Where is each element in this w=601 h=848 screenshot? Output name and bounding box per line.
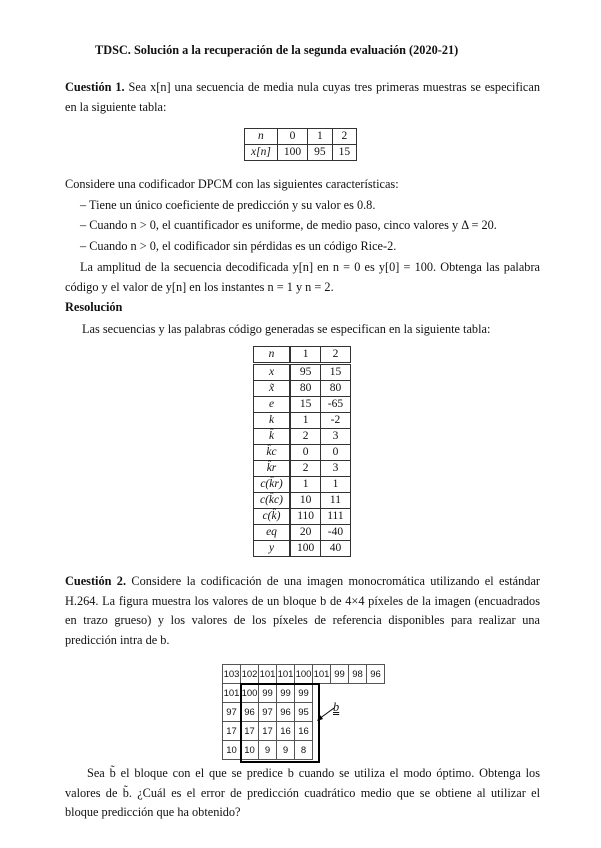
q2-label: Cuestión 2. bbox=[65, 574, 127, 588]
cell: eq bbox=[254, 525, 290, 541]
bullet: – Cuando n > 0, el cuantificador es uniforme, de medio paso, cinco valores y Δ = 20. bbox=[80, 218, 497, 232]
cell: 100 bbox=[277, 145, 307, 161]
x-table bbox=[244, 128, 357, 161]
cell: 0 bbox=[290, 445, 321, 461]
pixel-cell: 9 bbox=[259, 741, 277, 760]
pixel-cell: 103 bbox=[223, 665, 241, 684]
cell: 20 bbox=[290, 525, 321, 541]
cell: 80 bbox=[290, 381, 321, 397]
cell: k̂r bbox=[254, 461, 290, 477]
cell: 1 bbox=[321, 477, 350, 493]
cell: n bbox=[254, 347, 290, 364]
pixel-cell: 100 bbox=[295, 665, 313, 684]
table-row bbox=[254, 525, 351, 541]
pixel-cell: 101 bbox=[259, 665, 277, 684]
cell: k bbox=[254, 413, 290, 429]
cell: 15 bbox=[290, 397, 321, 413]
pixel-cell: 17 bbox=[259, 722, 277, 741]
cell: 11 bbox=[321, 493, 350, 509]
q1-intro: Considere una codificador DPCM con las siguientes características: bbox=[65, 177, 399, 191]
grid-row bbox=[223, 665, 385, 684]
cell: 1 bbox=[290, 413, 321, 429]
q1-text: Sea x[n] una secuencia de media nula cuyas tres primeras muestras se especifican en la siguiente tabla: bbox=[65, 80, 540, 114]
table-row bbox=[254, 541, 351, 557]
resolution-heading: Resolución bbox=[65, 300, 123, 314]
table-row bbox=[254, 347, 351, 364]
pixel-cell: 97 bbox=[259, 703, 277, 722]
table-row bbox=[254, 381, 351, 397]
cell: n bbox=[245, 129, 278, 145]
cell: 2 bbox=[290, 461, 321, 477]
cell: 2 bbox=[332, 129, 357, 145]
q1-label: Cuestión 1. bbox=[65, 80, 125, 94]
cell: c(k̂) bbox=[254, 509, 290, 525]
pixel-cell: 10 bbox=[223, 741, 241, 760]
cell: c(k̂r) bbox=[254, 477, 290, 493]
cell: 2 bbox=[321, 347, 350, 364]
cell: k̂ bbox=[254, 429, 290, 445]
cell: 95 bbox=[308, 145, 333, 161]
pixel-cell: 96 bbox=[277, 703, 295, 722]
q1-text2: La amplitud de la secuencia decodificada y[n] en n = 0 es y[0] = 100. Obtenga las palabra código y el valor de y[n] en los instantes n = 1 y n = 2. bbox=[65, 260, 540, 294]
bullet: – Tiene un único coeficiente de predicción y su valor es 0.8. bbox=[80, 198, 376, 212]
pixel-cell: 101 bbox=[277, 665, 295, 684]
table-row bbox=[254, 493, 351, 509]
pixel-cell: 98 bbox=[349, 665, 367, 684]
pixel-cell: 8 bbox=[295, 741, 313, 760]
cell: 3 bbox=[321, 429, 350, 445]
cell: 100 bbox=[290, 541, 321, 557]
cell: x bbox=[254, 364, 290, 381]
resolution-text: Las secuencias y las palabras código generadas se especifican en la siguiente tabla: bbox=[82, 322, 491, 336]
block-label: b bbox=[333, 700, 340, 714]
cell: 110 bbox=[290, 509, 321, 525]
table-row bbox=[254, 413, 351, 429]
question-2 bbox=[65, 572, 540, 650]
cell: 10 bbox=[290, 493, 321, 509]
pixel-cell: 96 bbox=[367, 665, 385, 684]
cell: 2 bbox=[290, 429, 321, 445]
cell: k̂c bbox=[254, 445, 290, 461]
table-row bbox=[254, 429, 351, 445]
q2-text2: Sea b̃ el bloque con el que se predice b cuando se utiliza el modo óptimo. Obtenga los valores de b̃. ¿Cuál es el error de predicción cuadrático medio que se obtiene al utilizar el bloque predicción que ha obtenido? bbox=[65, 766, 540, 819]
pixel-cell: 16 bbox=[295, 722, 313, 741]
pixel-cell: 99 bbox=[277, 684, 295, 703]
cell: 15 bbox=[332, 145, 357, 161]
pixel-cell: 100 bbox=[241, 684, 259, 703]
pixel-cell: 96 bbox=[241, 703, 259, 722]
cell: c(k̂c) bbox=[254, 493, 290, 509]
block-b-outline bbox=[240, 683, 320, 763]
pixel-cell: 95 bbox=[295, 703, 313, 722]
pixel-cell: 9 bbox=[277, 741, 295, 760]
cell: -40 bbox=[321, 525, 350, 541]
cell: 3 bbox=[321, 461, 350, 477]
pixel-cell: 101 bbox=[313, 665, 331, 684]
cell: 80 bbox=[321, 381, 350, 397]
cell: 0 bbox=[321, 445, 350, 461]
question-1 bbox=[65, 78, 540, 117]
pixel-cell: 16 bbox=[277, 722, 295, 741]
table-row bbox=[254, 509, 351, 525]
cell: 1 bbox=[290, 347, 321, 364]
pixel-cell: 17 bbox=[223, 722, 241, 741]
cell: 1 bbox=[290, 477, 321, 493]
pixel-cell: 17 bbox=[241, 722, 259, 741]
table-row bbox=[254, 397, 351, 413]
cell: y bbox=[254, 541, 290, 557]
cell: 111 bbox=[321, 509, 350, 525]
pixel-cell: 101 bbox=[223, 684, 241, 703]
cell: 0 bbox=[277, 129, 307, 145]
q2-text: Considere la codificación de una imagen monocromática utilizando el estándar H.264. La figura muestra los valores de un bloque b de 4×4 píxeles de la imagen (encuadrados en trazo grueso) y los valores de los píxeles de referencia disponibles para realizar una predicción intra de b. bbox=[65, 574, 540, 647]
table-row bbox=[254, 445, 351, 461]
table-row bbox=[254, 461, 351, 477]
table-row bbox=[254, 364, 351, 381]
cell: 40 bbox=[321, 541, 350, 557]
pixel-cell: 99 bbox=[259, 684, 277, 703]
pixel-cell: 99 bbox=[295, 684, 313, 703]
cell: 95 bbox=[290, 364, 321, 381]
cell: 1 bbox=[308, 129, 333, 145]
bullet: – Cuando n > 0, el codificador sin pérdidas es un código Rice-2. bbox=[80, 239, 397, 253]
cell: e bbox=[254, 397, 290, 413]
cell: x̃ bbox=[254, 381, 290, 397]
page-title: TDSC. Solución a la recuperación de la segunda evaluación (2020-21) bbox=[95, 43, 459, 57]
cell: x[n] bbox=[245, 145, 278, 161]
pixel-cell: 97 bbox=[223, 703, 241, 722]
pixel-cell: 102 bbox=[241, 665, 259, 684]
cell: 15 bbox=[321, 364, 350, 381]
cell: -2 bbox=[321, 413, 350, 429]
pixel-cell: 10 bbox=[241, 741, 259, 760]
resolution-table bbox=[253, 346, 351, 557]
pixel-cell: 99 bbox=[331, 665, 349, 684]
table-row bbox=[254, 477, 351, 493]
cell: -65 bbox=[321, 397, 350, 413]
